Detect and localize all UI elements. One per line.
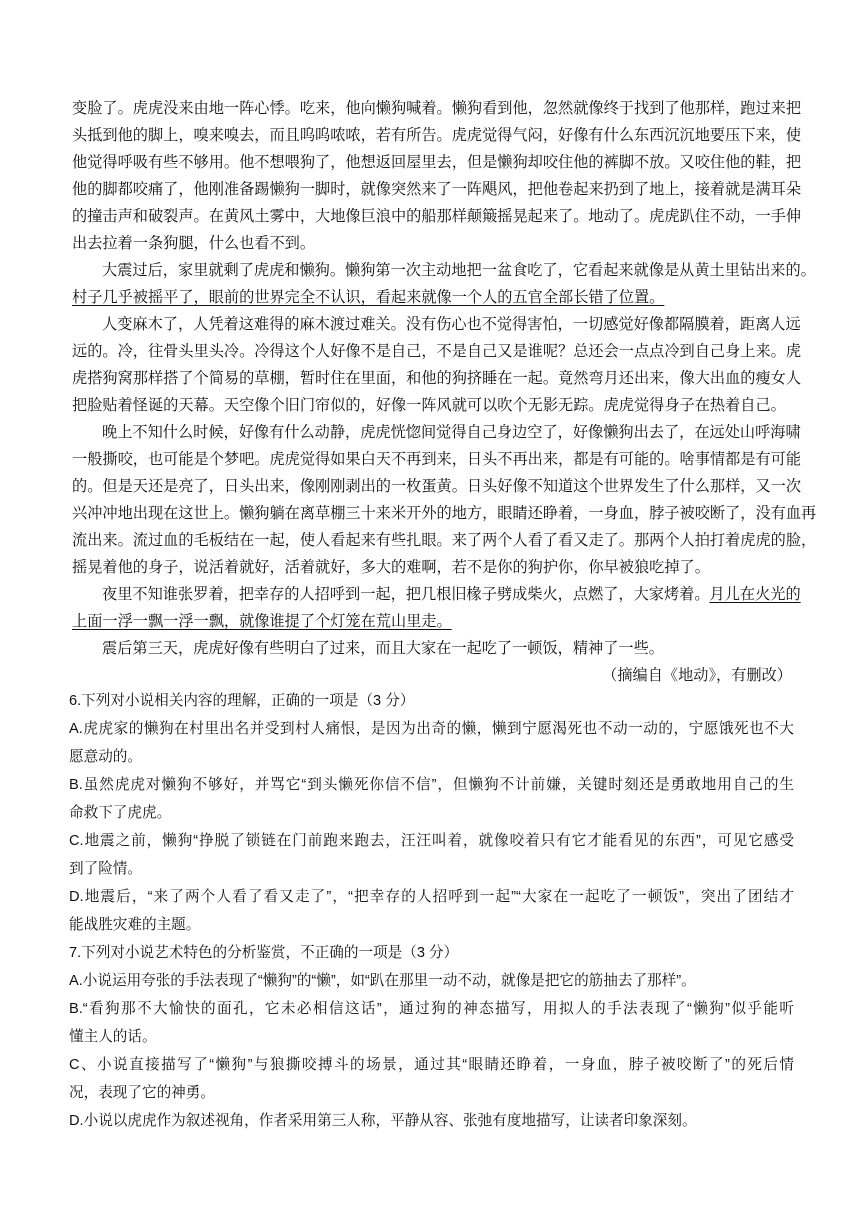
story-line: 一般撕咬，也可能是个梦吧。虎虎觉得如果白天不再到来，日头不再出来，都是有可能的。啥事情都是有可能 xyxy=(72,450,801,468)
story-line: 他的脚都咬痛了，他刚准备踢懒狗一脚时，就像突然来了一阵飓风，把他卷起来扔到了地上，接着就是满耳朵 xyxy=(72,180,801,198)
story-line: 远的。冷，往骨头里头冷。冷得这个人好像不是自己，不是自己又是谁呢？总还会一点点冷到自己身上来。虎 xyxy=(72,342,801,360)
question-7-option-b: B.“看狗那不大愉快的面孔，它未必相信这话”，通过狗的神态描写，用拟人的手法表现了“懒狗”似乎能听 xyxy=(69,1001,794,1017)
question-7-option-c: C、小说直接描写了“懒狗”与狼撕咬搏斗的场景，通过其“眼睛还睁着，一身血，脖子被咬断了”的死后情 xyxy=(69,1057,794,1073)
question-6-option-b: B.虽然虎虎对懒狗不够好，并骂它“到头懒死你信不信”，但懒狗不计前嫌，关键时刻还是勇敢地用自己的生 xyxy=(69,777,794,793)
story-line: 兴冲冲地出现在这世上。懒狗躺在离草棚三十来米开外的地方，眼睛还睁着，一身血，脖子被咬断了，没有血再 xyxy=(72,504,817,522)
question-6-option-a-cont: 愿意动的。 xyxy=(69,749,142,765)
story-line xyxy=(102,584,801,604)
story-line: 震后第三天，虎虎好像有些明白了过来，而且大家在一起吃了一顿饭，精神了一些。 xyxy=(102,639,664,657)
story-line: 虎搭狗窝那样搭了个简易的草棚，暂时住在里面，和他的狗挤睡在一起。竟然弯月还出来，像大出血的瘦女人 xyxy=(72,369,801,387)
story-line: 头抵到他的脚上，嗅来嗅去，而且呜呜哝哝，若有所告。虎虎觉得气闷，好像有什么东西沉沉地要压下来，使 xyxy=(72,126,801,144)
question-6-option-a: A.虎虎家的懒狗在村里出名并受到村人痛恨，是因为出奇的懒，懒到宁愿渴死也不动一动的，宁愿饿死也不大 xyxy=(69,721,794,737)
underlined-sentence: 村子几乎被摇平了，眼前的世界完全不认识，看起来就像一个人的五官全部长错了位置。 xyxy=(72,288,665,306)
story-line-underlined xyxy=(72,611,792,631)
story-line: 的撞击声和破裂声。在黄风土雾中，大地像巨浪中的船那样颠簸摇晃起来了。地动了。虎虎趴住不动，一手伸 xyxy=(72,207,801,225)
story-line: 摇晃着他的身子，说活着就好，活着就好，多大的难啊，若不是你的狗护你，你早被狼吃掉了。 xyxy=(72,558,710,576)
question-6-option-b-cont: 命救下了虎虎。 xyxy=(69,805,172,821)
question-7-option-a: A.小说运用夸张的手法表现了“懒狗”的“懒”，如“趴在那里一动不动，就像是把它的筋抽去了那样”。 xyxy=(69,973,696,989)
story-line: 把脸贴着怪诞的天幕。天空像个旧门帘似的，好像一阵风就可以吹个无影无踪。虎虎觉得身子在热着自己。 xyxy=(72,396,786,414)
story-line: 他觉得呼吸有些不够用。他不想喂狗了，他想返回屋里去，但是懒狗却咬住他的裤脚不放。又咬住他的鞋，把 xyxy=(72,153,801,171)
question-7-option-c-cont: 况，表现了它的神勇。 xyxy=(69,1085,215,1101)
question-6-option-d-cont: 能战胜灾难的主题。 xyxy=(69,917,201,933)
question-6-option-c-cont: 到了险情。 xyxy=(69,861,142,877)
question-6-option-d: D.地震后，“来了两个人看了看又走了”，“把幸存的人招呼到一起”“大家在一起吃了一顿饭”，突出了团结才 xyxy=(69,889,794,905)
question-6-stem: 6.下列对小说相关内容的理解，正确的一项是（3 分） xyxy=(69,693,415,709)
story-line: 变脸了。虎虎没来由地一阵心悸。吃来，他向懒狗喊着。懒狗看到他，忽然就像终于找到了他那样，跑过来把 xyxy=(72,99,801,117)
question-6-option-c: C.地震之前，懒狗“挣脱了锁链在门前跑来跑去，汪汪叫着，就像咬着只有它才能看见的东西”，可见它感受 xyxy=(69,833,794,849)
story-line-underlined xyxy=(72,287,792,307)
story-line: 流出来。流过血的毛板结在一起，使人看起来有些扎眼。来了两个人看了看又走了。那两个人拍打着虎虎的脸， xyxy=(72,531,817,549)
story-line: 人变麻木了，人凭着这难得的麻木渡过难关。没有伤心也不觉得害怕，一切感觉好像都隔膜着，距离人远 xyxy=(102,315,801,333)
story-line: 晚上不知什么时候，好像有什么动静，虎虎恍惚间觉得自己身边空了，好像懒狗出去了，在远处山呼海啸 xyxy=(102,423,801,441)
question-7-option-d: D.小说以虎虎作为叙述视角，作者采用第三人称，平静从容、张弛有度地描写，让读者印象深刻。 xyxy=(69,1113,697,1129)
underlined-sentence: 上面一浮一飘一浮一飘，就像谁提了个灯笼在荒山里走。 xyxy=(72,612,452,630)
story-line: 大震过后，家里就剩了虎虎和懒狗。懒狗第一次主动地把一盆食吃了，它看起来就像是从黄土里钻出来的。 xyxy=(102,261,816,279)
source-citation: （摘编自《地动》，有删改） xyxy=(602,666,792,684)
question-7-option-b-cont: 懂主人的话。 xyxy=(69,1029,157,1045)
story-line: 的。但是天还是亮了，日头出来，像刚刚剥出的一枚蛋黄。日头好像不知道这个世界发生了什么那样，又一次 xyxy=(72,477,801,495)
question-7-stem: 7.下列对小说艺术特色的分析鉴赏，不正确的一项是（3 分） xyxy=(69,945,459,961)
story-line: 出去拉着一条狗腿，什么也看不到。 xyxy=(72,234,315,252)
story-text: 夜里不知谁张罗着，把幸存的人招呼到一起，把几根旧椽子劈成柴火，点燃了，大家烤着。 xyxy=(102,585,710,603)
underlined-sentence: 月儿在火光的 xyxy=(709,585,801,603)
